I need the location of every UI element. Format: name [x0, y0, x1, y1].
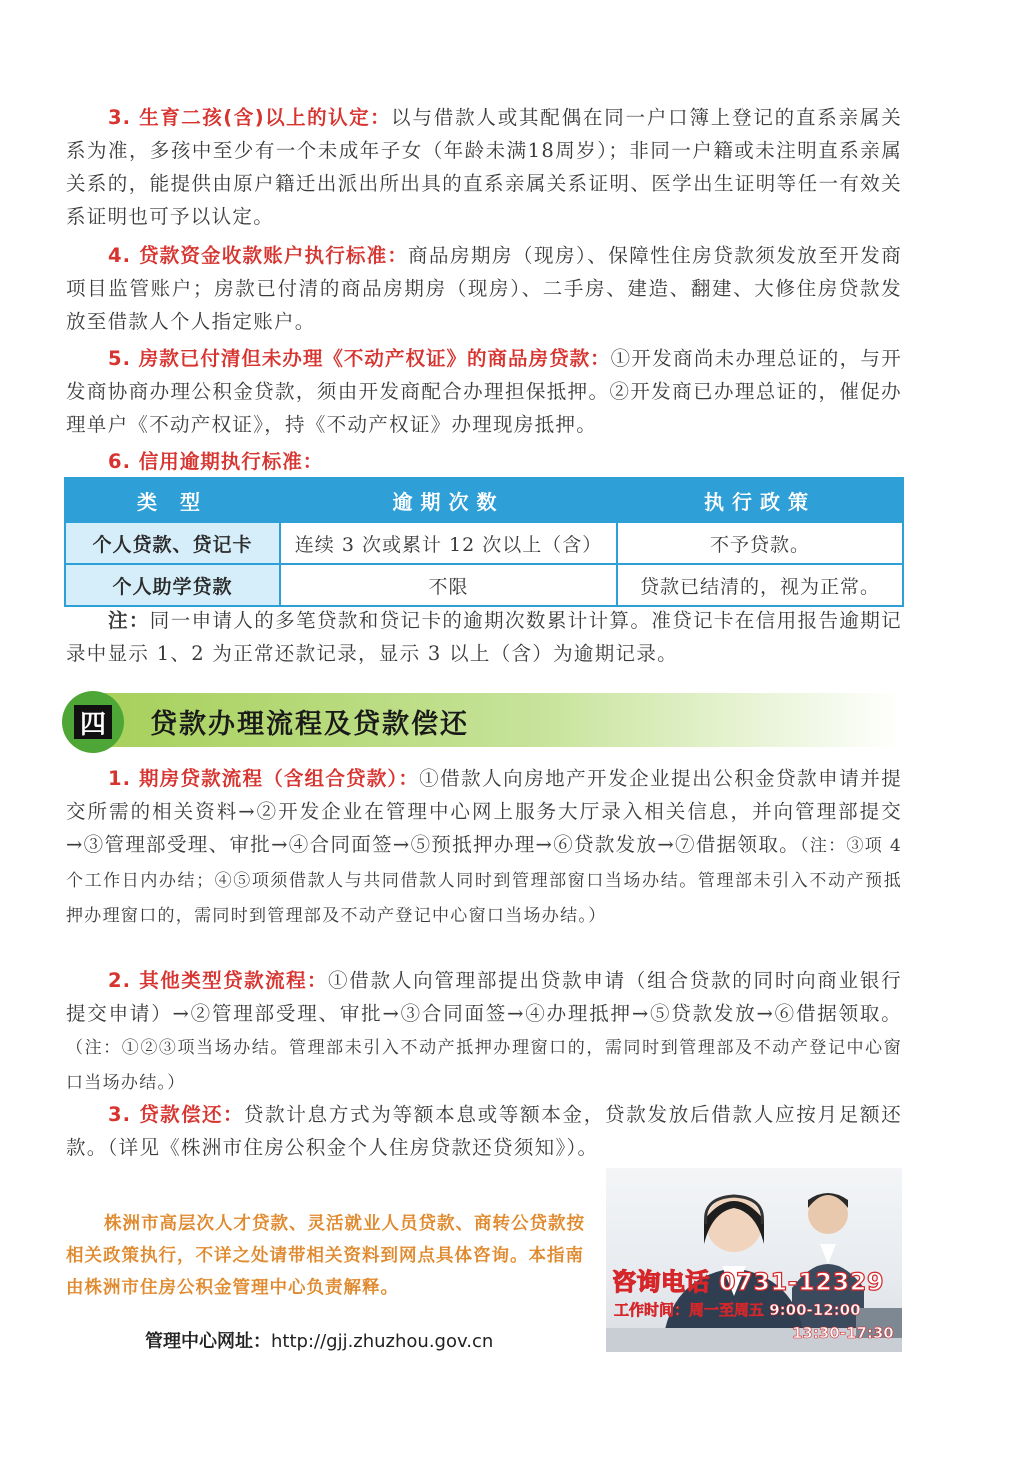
step-2-heading: 2. 其他类型贷款流程： — [108, 969, 329, 992]
table-cell-type: 个人贷款、贷记卡 — [65, 522, 280, 564]
item-4-text: 商品房期房（现房）、保障性住房贷款须发放至开发商项目监管账户；房款已付清的商品房期房（现房）、二手房、建造、翻建、大修住房贷款发放至借款人个人指定账户。 — [66, 244, 903, 333]
section-number: 四 — [74, 705, 112, 739]
step-2-note: （注：①②③项当场办结。管理部未引入不动产抵押办理窗口的，需同时到管理部及不动产登记中心窗口当场办结。） — [66, 1038, 902, 1093]
note-label: 注： — [108, 609, 150, 632]
step-2-text: ①借款人向管理部提出贷款申请（组合贷款的同时向商业银行提交申请）→②管理部受理、审批→③合同面签→④办理抵押→⑤贷款发放→⑥借据领取。 — [66, 969, 902, 1025]
section-number-badge — [62, 691, 124, 753]
table-cell-type: 个人助学贷款 — [65, 564, 280, 606]
website-line — [145, 1327, 493, 1353]
hotline-number: 咨询电话 0731-12329 — [612, 1268, 885, 1296]
table-cell-policy: 贷款已结清的，视为正常。 — [617, 564, 903, 606]
table-cell-overdue-count: 不限 — [280, 564, 617, 606]
step-3-text: 贷款计息方式为等额本息或等额本金，贷款发放后借款人应按月足额还款。（详见《株洲市住房公积金个人住房贷款还贷须知》）。 — [66, 1103, 902, 1159]
table-note — [66, 604, 902, 670]
overdue-table — [64, 477, 904, 607]
note-text: 同一申请人的多笔贷款和贷记卡的逾期次数累计计算。准贷记卡在信用报告逾期记录中显示 1、2 为正常还款记录，显示 3 以上（含）为逾期记录。 — [66, 609, 902, 665]
step-1-heading: 1. 期房贷款流程（含组合贷款）： — [108, 767, 420, 790]
table-header-overdue-count: 逾期次数 — [280, 478, 617, 522]
step-1-note: （注：③项 4 个工作日内办结；④⑤项须借款人与共同借款人同时到管理部窗口当场办结。管理部未引入不动产预抵押办理窗口的，需同时到管理部及不动产登记中心窗口当场办结。） — [66, 836, 902, 926]
item-6-paragraph — [66, 445, 902, 478]
table-header-row — [65, 478, 903, 522]
policy-footnote: 株洲市高层次人才贷款、灵活就业人员贷款、商转公贷款按相关政策执行，不详之处请带相关资料到网点具体咨询。本指南由株洲市住房公积金管理中心负责解释。 — [66, 1214, 585, 1298]
step-1-text: ①借款人向房地产开发企业提出公积金贷款申请并提交所需的相关资料→②开发企业在管理中心网上服务大厅录入相关信息，并向管理部提交→③管理部受理、审批→④合同面签→⑤预抵押办理→⑥贷款发放→⑦借据领取。 — [66, 767, 902, 856]
item-3-paragraph — [66, 101, 902, 233]
section-title: 贷款办理流程及贷款偿还 — [150, 709, 469, 740]
table-cell-overdue-count: 连续 3 次或累计 12 次以上（含） — [280, 522, 617, 564]
item-5-paragraph — [66, 342, 902, 441]
working-hours-line2: 13:30-17:30 — [792, 1324, 894, 1342]
table-row — [65, 564, 903, 606]
table-cell-policy: 不予贷款。 — [617, 522, 903, 564]
website-label: 管理中心网址： — [145, 1331, 271, 1352]
step-3-paragraph — [66, 1098, 902, 1164]
website-link[interactable]: http://gjj.zhuzhou.gov.cn — [271, 1331, 494, 1352]
item-5-text: ①开发商尚未办理总证的，与开发商协商办理公积金贷款，须由开发商配合办理担保抵押。②开发商已办理总证的，催促办理单户《不动产权证》，持《不动产权证》办理现房抵押。 — [66, 347, 902, 436]
item-6-heading: 6. 信用逾期执行标准： — [108, 450, 324, 473]
table-row — [65, 522, 903, 564]
table-header-policy: 执行政策 — [617, 478, 903, 522]
item-4-paragraph — [66, 239, 902, 338]
step-1-paragraph — [66, 762, 902, 933]
item-4-heading: 4. 贷款资金收款账户执行标准： — [108, 244, 409, 267]
item-3-text: 以与借款人或其配偶在同一户口簿上登记的直系亲属关系为准，多孩中至少有一个未成年子女（年龄未满18周岁）；非同一户籍或未注明直系亲属关系的，能提供由原户籍迁出派出所出具的直系亲属关系证明、医学出生证明等任一有效关系证明也可予以认定。 — [66, 106, 902, 228]
item-5-heading: 5. 房款已付清但未办理《不动产权证》的商品房贷款： — [108, 347, 611, 370]
step-3-heading: 3. 贷款偿还： — [108, 1103, 244, 1126]
item-3-heading: 3. 生育二孩(含)以上的认定： — [108, 106, 392, 129]
table-header-type: 类 型 — [65, 478, 280, 522]
working-hours-line1: 工作时间：周一至周五 9:00-12:00 — [614, 1301, 861, 1319]
step-2-paragraph — [66, 964, 902, 1100]
